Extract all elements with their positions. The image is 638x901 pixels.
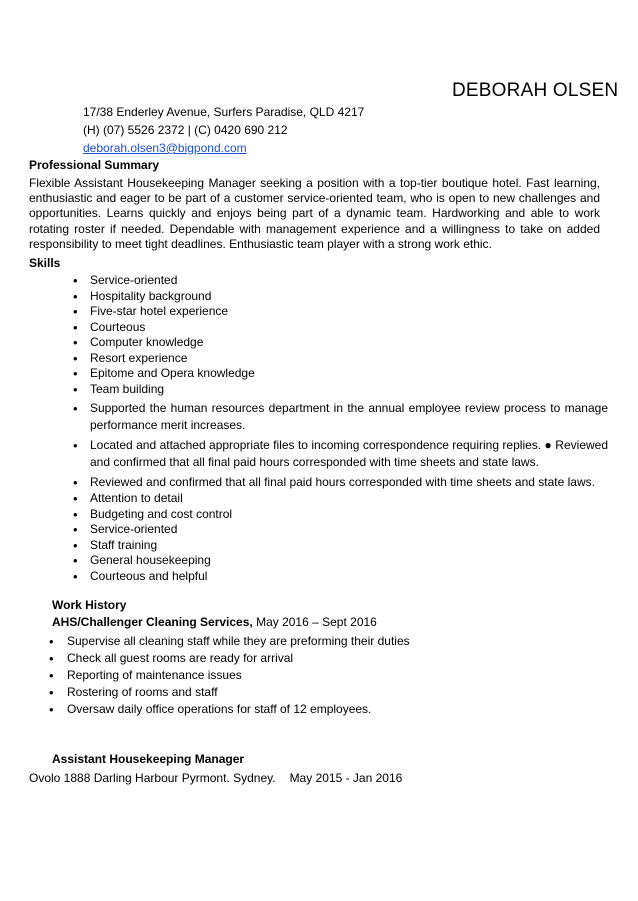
job-1-header bbox=[52, 615, 377, 629]
skill-item: • Service-oriented bbox=[0, 522, 638, 538]
work-history-heading: Work History bbox=[52, 598, 127, 612]
job-1-employer: AHS/Challenger Cleaning Services, bbox=[52, 615, 253, 629]
skill-item: • Budgeting and cost control bbox=[0, 507, 638, 523]
duty-item: • Rostering of rooms and staff bbox=[0, 684, 410, 701]
skill-item: • Courteous and helpful bbox=[0, 569, 638, 585]
skill-item: • Supported the human resources department in the annual employee review process to manage performance merit increases. bbox=[0, 400, 608, 434]
skill-item: • Located and attached appropriate files to incoming correspondence requiring replies. ● Reviewed and confirmed that all final paid hours corresponded with time sheets and state laws. bbox=[0, 437, 608, 471]
skills-list bbox=[0, 273, 638, 584]
phone-numbers: (H) (07) 5526 2372 | (C) 0420 690 212 bbox=[83, 123, 288, 137]
job-2-header bbox=[29, 771, 402, 785]
duty-item: • Reporting of maintenance issues bbox=[0, 667, 410, 684]
email-link[interactable]: deborah.olsen3@bigpond.com bbox=[83, 141, 247, 155]
duty-item: • Oversaw daily office operations for staff of 12 employees. bbox=[0, 701, 410, 718]
skill-item: • Computer knowledge bbox=[0, 335, 638, 351]
skill-item: • Staff training bbox=[0, 538, 638, 554]
job-2-employer: Ovolo 1888 Darling Harbour Pyrmont. Sydney. bbox=[29, 771, 276, 785]
skill-item: • Epitome and Opera knowledge bbox=[0, 366, 638, 382]
skill-item: • Team building bbox=[0, 382, 638, 398]
job-2-dates: May 2015 - Jan 2016 bbox=[289, 771, 403, 785]
skill-item: • Reviewed and confirmed that all final paid hours corresponded with time sheets and state laws. bbox=[0, 474, 608, 491]
professional-summary-heading: Professional Summary bbox=[29, 158, 160, 172]
professional-summary-text: Flexible Assistant Housekeeping Manager seeking a position with a top-tier boutique hotel. Fast learning, enthusiastic and eager to be part of a customer service-oriented team, who is open to new challenges and opportunities. Learns quickly and enjoys being part of a dynamic team. Hardworking and able to work rotating roster if needed. Dependable with management experience and a willingness to take on added responsibility to meet tight deadlines. Enthusiastic team player with a strong work ethic. bbox=[29, 176, 600, 251]
skill-item: • Resort experience bbox=[0, 351, 638, 367]
candidate-name: DEBORAH OLSEN bbox=[452, 80, 619, 101]
address: 17/38 Enderley Avenue, Surfers Paradise, QLD 4217 bbox=[83, 105, 365, 119]
skill-item: • Courteous bbox=[0, 320, 638, 336]
job-1-duties bbox=[0, 633, 410, 718]
skill-item: • General housekeeping bbox=[0, 553, 638, 569]
job-1-dates: May 2016 – Sept 2016 bbox=[252, 615, 377, 629]
duty-item: • Check all guest rooms are ready for arrival bbox=[0, 650, 410, 667]
skill-item: • Service-oriented bbox=[0, 273, 638, 289]
skills-heading: Skills bbox=[29, 256, 61, 270]
skill-item: • Five-star hotel experience bbox=[0, 304, 638, 320]
job-2-title: Assistant Housekeeping Manager bbox=[52, 752, 245, 766]
skill-item: • Attention to detail bbox=[0, 491, 638, 507]
skill-item: • Hospitality background bbox=[0, 289, 638, 305]
duty-item: • Supervise all cleaning staff while they are preforming their duties bbox=[0, 633, 410, 650]
